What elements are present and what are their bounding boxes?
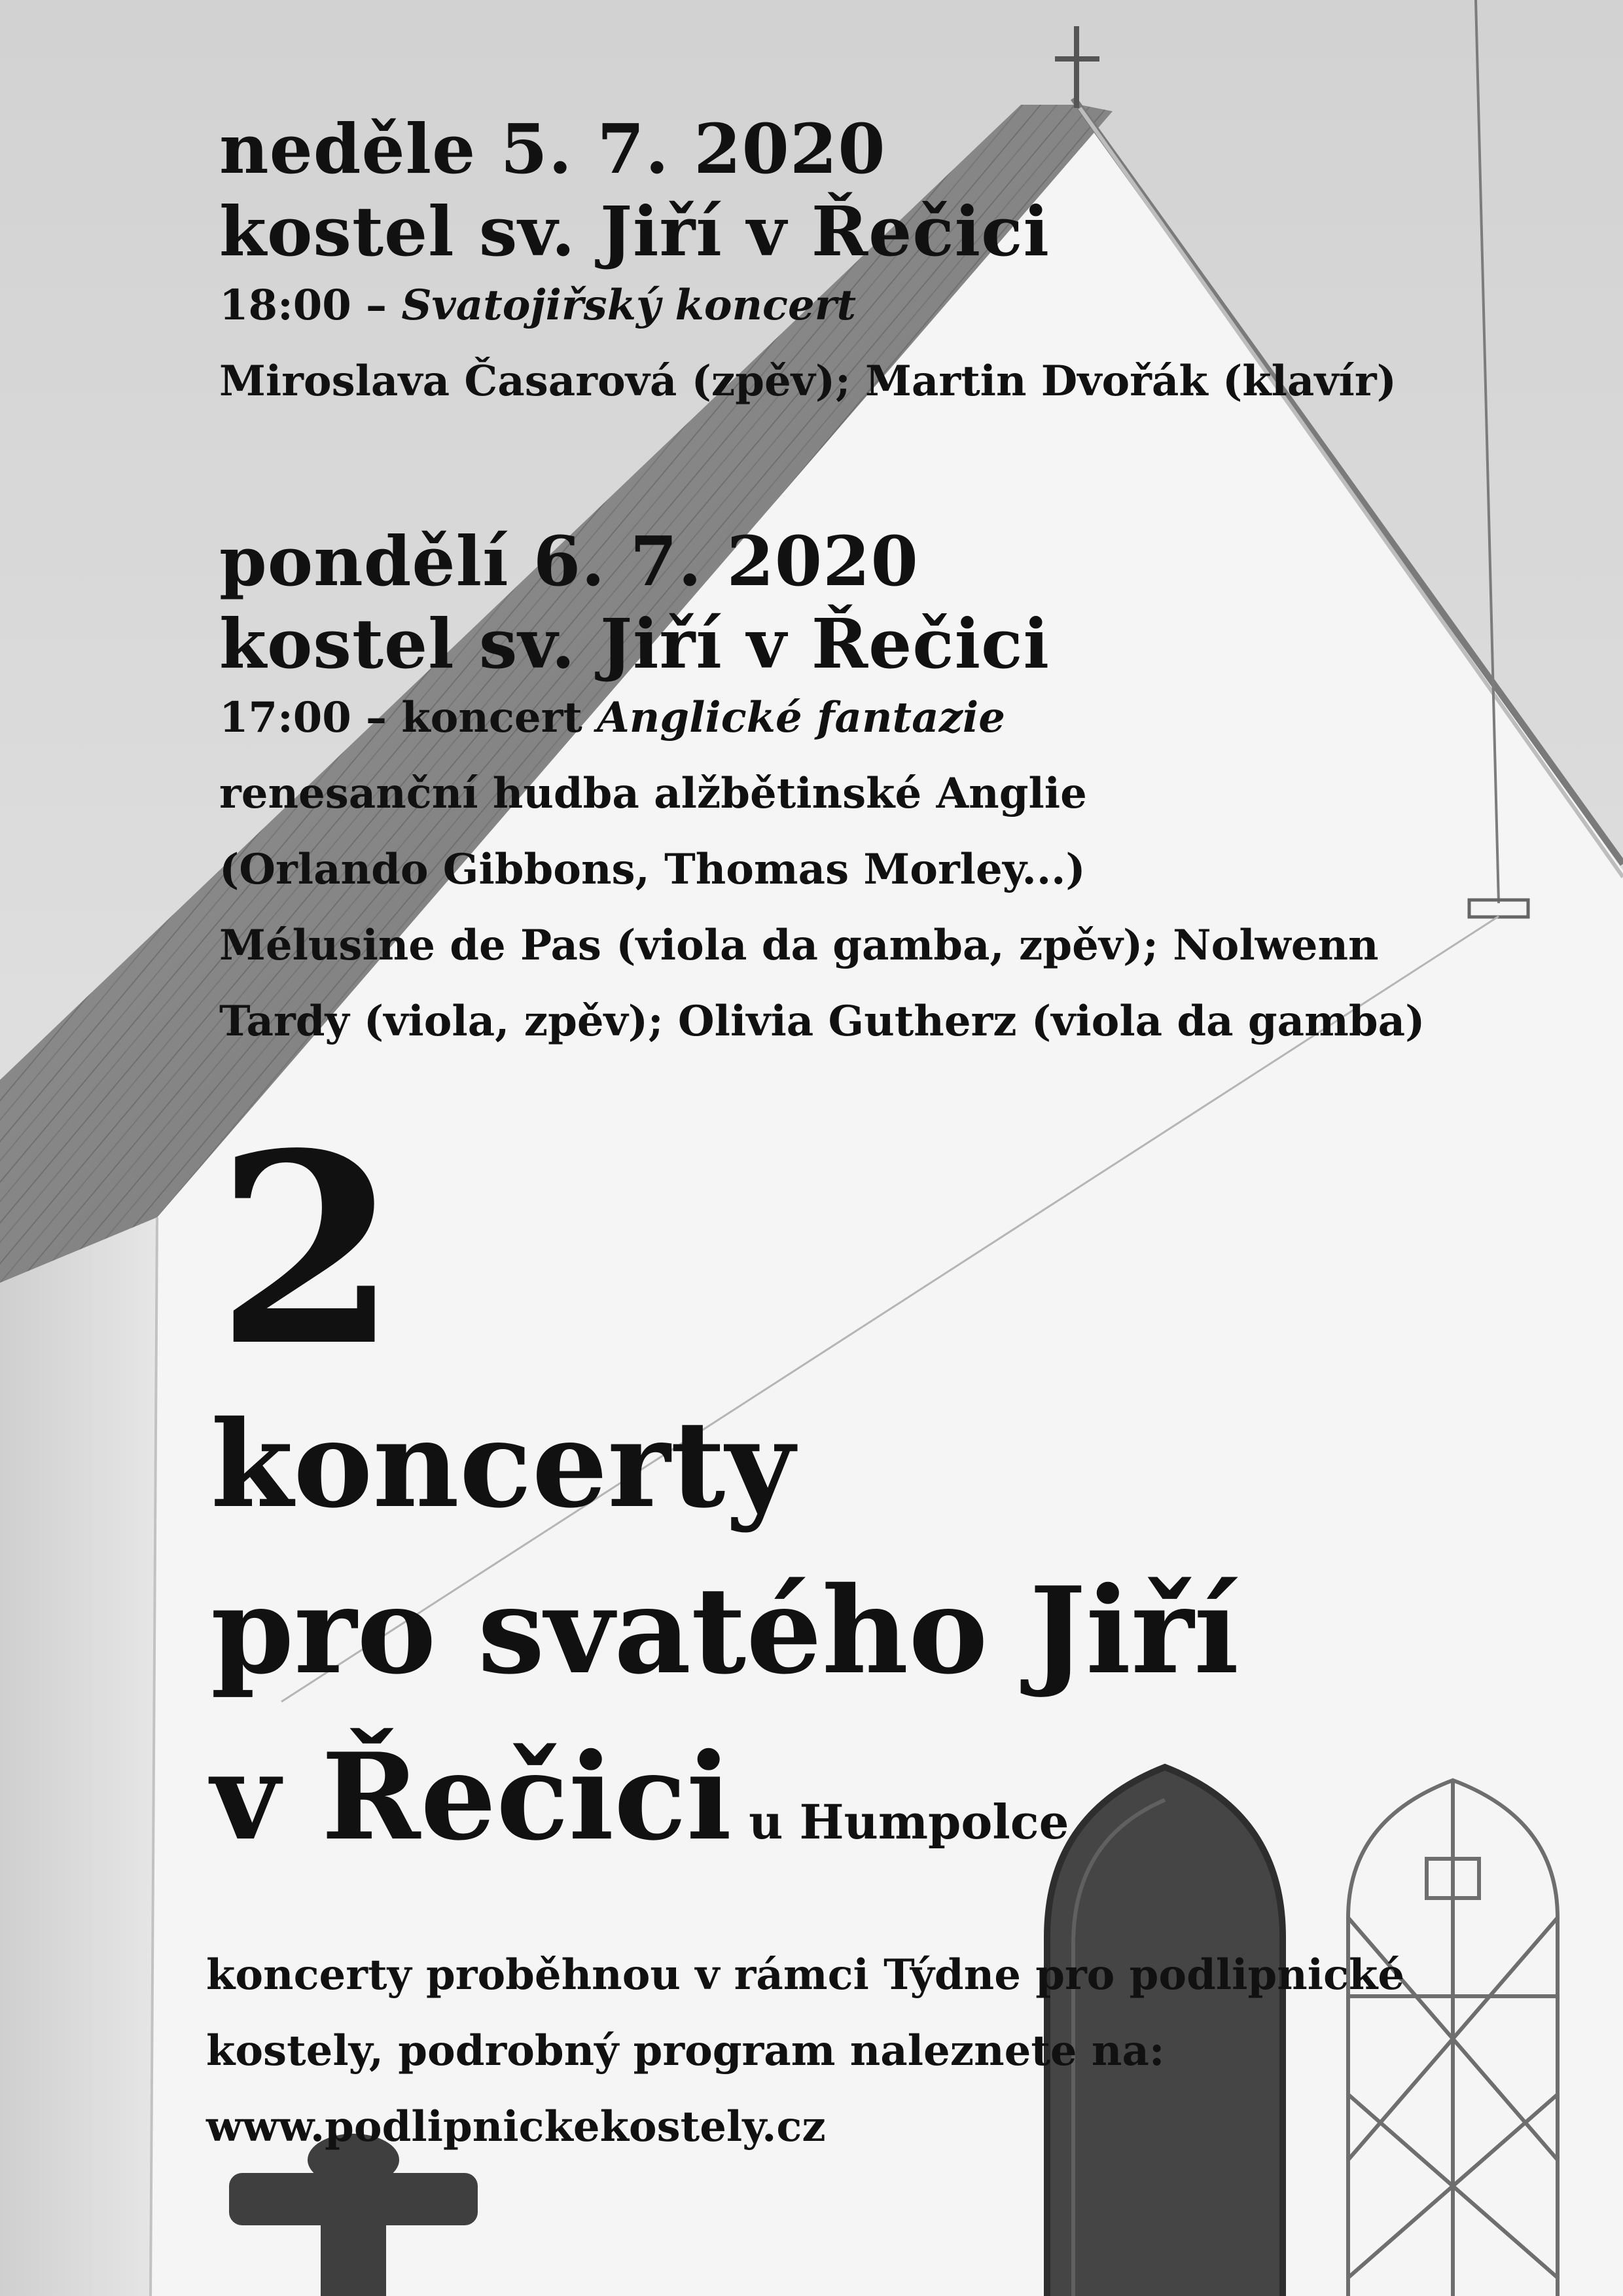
event-2-date: pondělí 6. 7. 2020 xyxy=(219,521,919,601)
headline-line-1: koncerty xyxy=(211,1394,795,1534)
event-2-time xyxy=(219,680,1425,756)
event-1-date: neděle 5. 7. 2020 xyxy=(219,109,886,189)
footer-website-link[interactable]: www.podlipnickekostely.cz xyxy=(206,2102,826,2151)
event-2 xyxy=(219,520,1425,1060)
event-2-concert-name: Anglické fantazie xyxy=(597,693,1005,742)
headline-line-2: pro svatého Jiří xyxy=(211,1560,1240,1700)
event-1-concert-name: Svatojiřský koncert xyxy=(401,281,856,330)
event-2-description-line: Mélusine de Pas (viola da gamba, zpěv); Nolwenn xyxy=(219,921,1379,970)
event-2-description-line: (Orlando Gibbons, Thomas Morley...) xyxy=(219,845,1086,894)
event-1-performers: Miroslava Časarová (zpěv); Martin Dvořák (klavír) xyxy=(219,357,1397,406)
event-1 xyxy=(219,108,1397,420)
headline-title xyxy=(211,1381,1239,1905)
event-2-description-line: Tardy (viola, zpěv); Olivia Gutherz (viola da gamba) xyxy=(219,997,1425,1046)
event-2-venue: kostel sv. Jiří v Řečici xyxy=(219,603,1050,684)
event-1-venue: kostel sv. Jiří v Řečici xyxy=(219,191,1050,272)
event-1-time xyxy=(219,268,1397,344)
event-1-time-prefix: 18:00 – xyxy=(219,281,402,330)
footer-line: koncerty proběhnou v rámci Týdne pro podlipnické xyxy=(206,1950,1405,2000)
headline-location-suffix: u Humpolce xyxy=(749,1794,1069,1850)
event-2-description-line: renesanční hudba alžbětinské Anglie xyxy=(219,769,1087,818)
headline-line-3-text: v Řečici xyxy=(211,1727,732,1867)
footer-note xyxy=(206,1937,1404,2165)
headline-number: 2 xyxy=(216,1096,399,1404)
event-2-time-prefix: 17:00 – koncert xyxy=(219,693,597,742)
headline-line-3 xyxy=(211,1713,1239,1905)
footer-line: kostely, podrobný program naleznete na: xyxy=(206,2026,1165,2075)
